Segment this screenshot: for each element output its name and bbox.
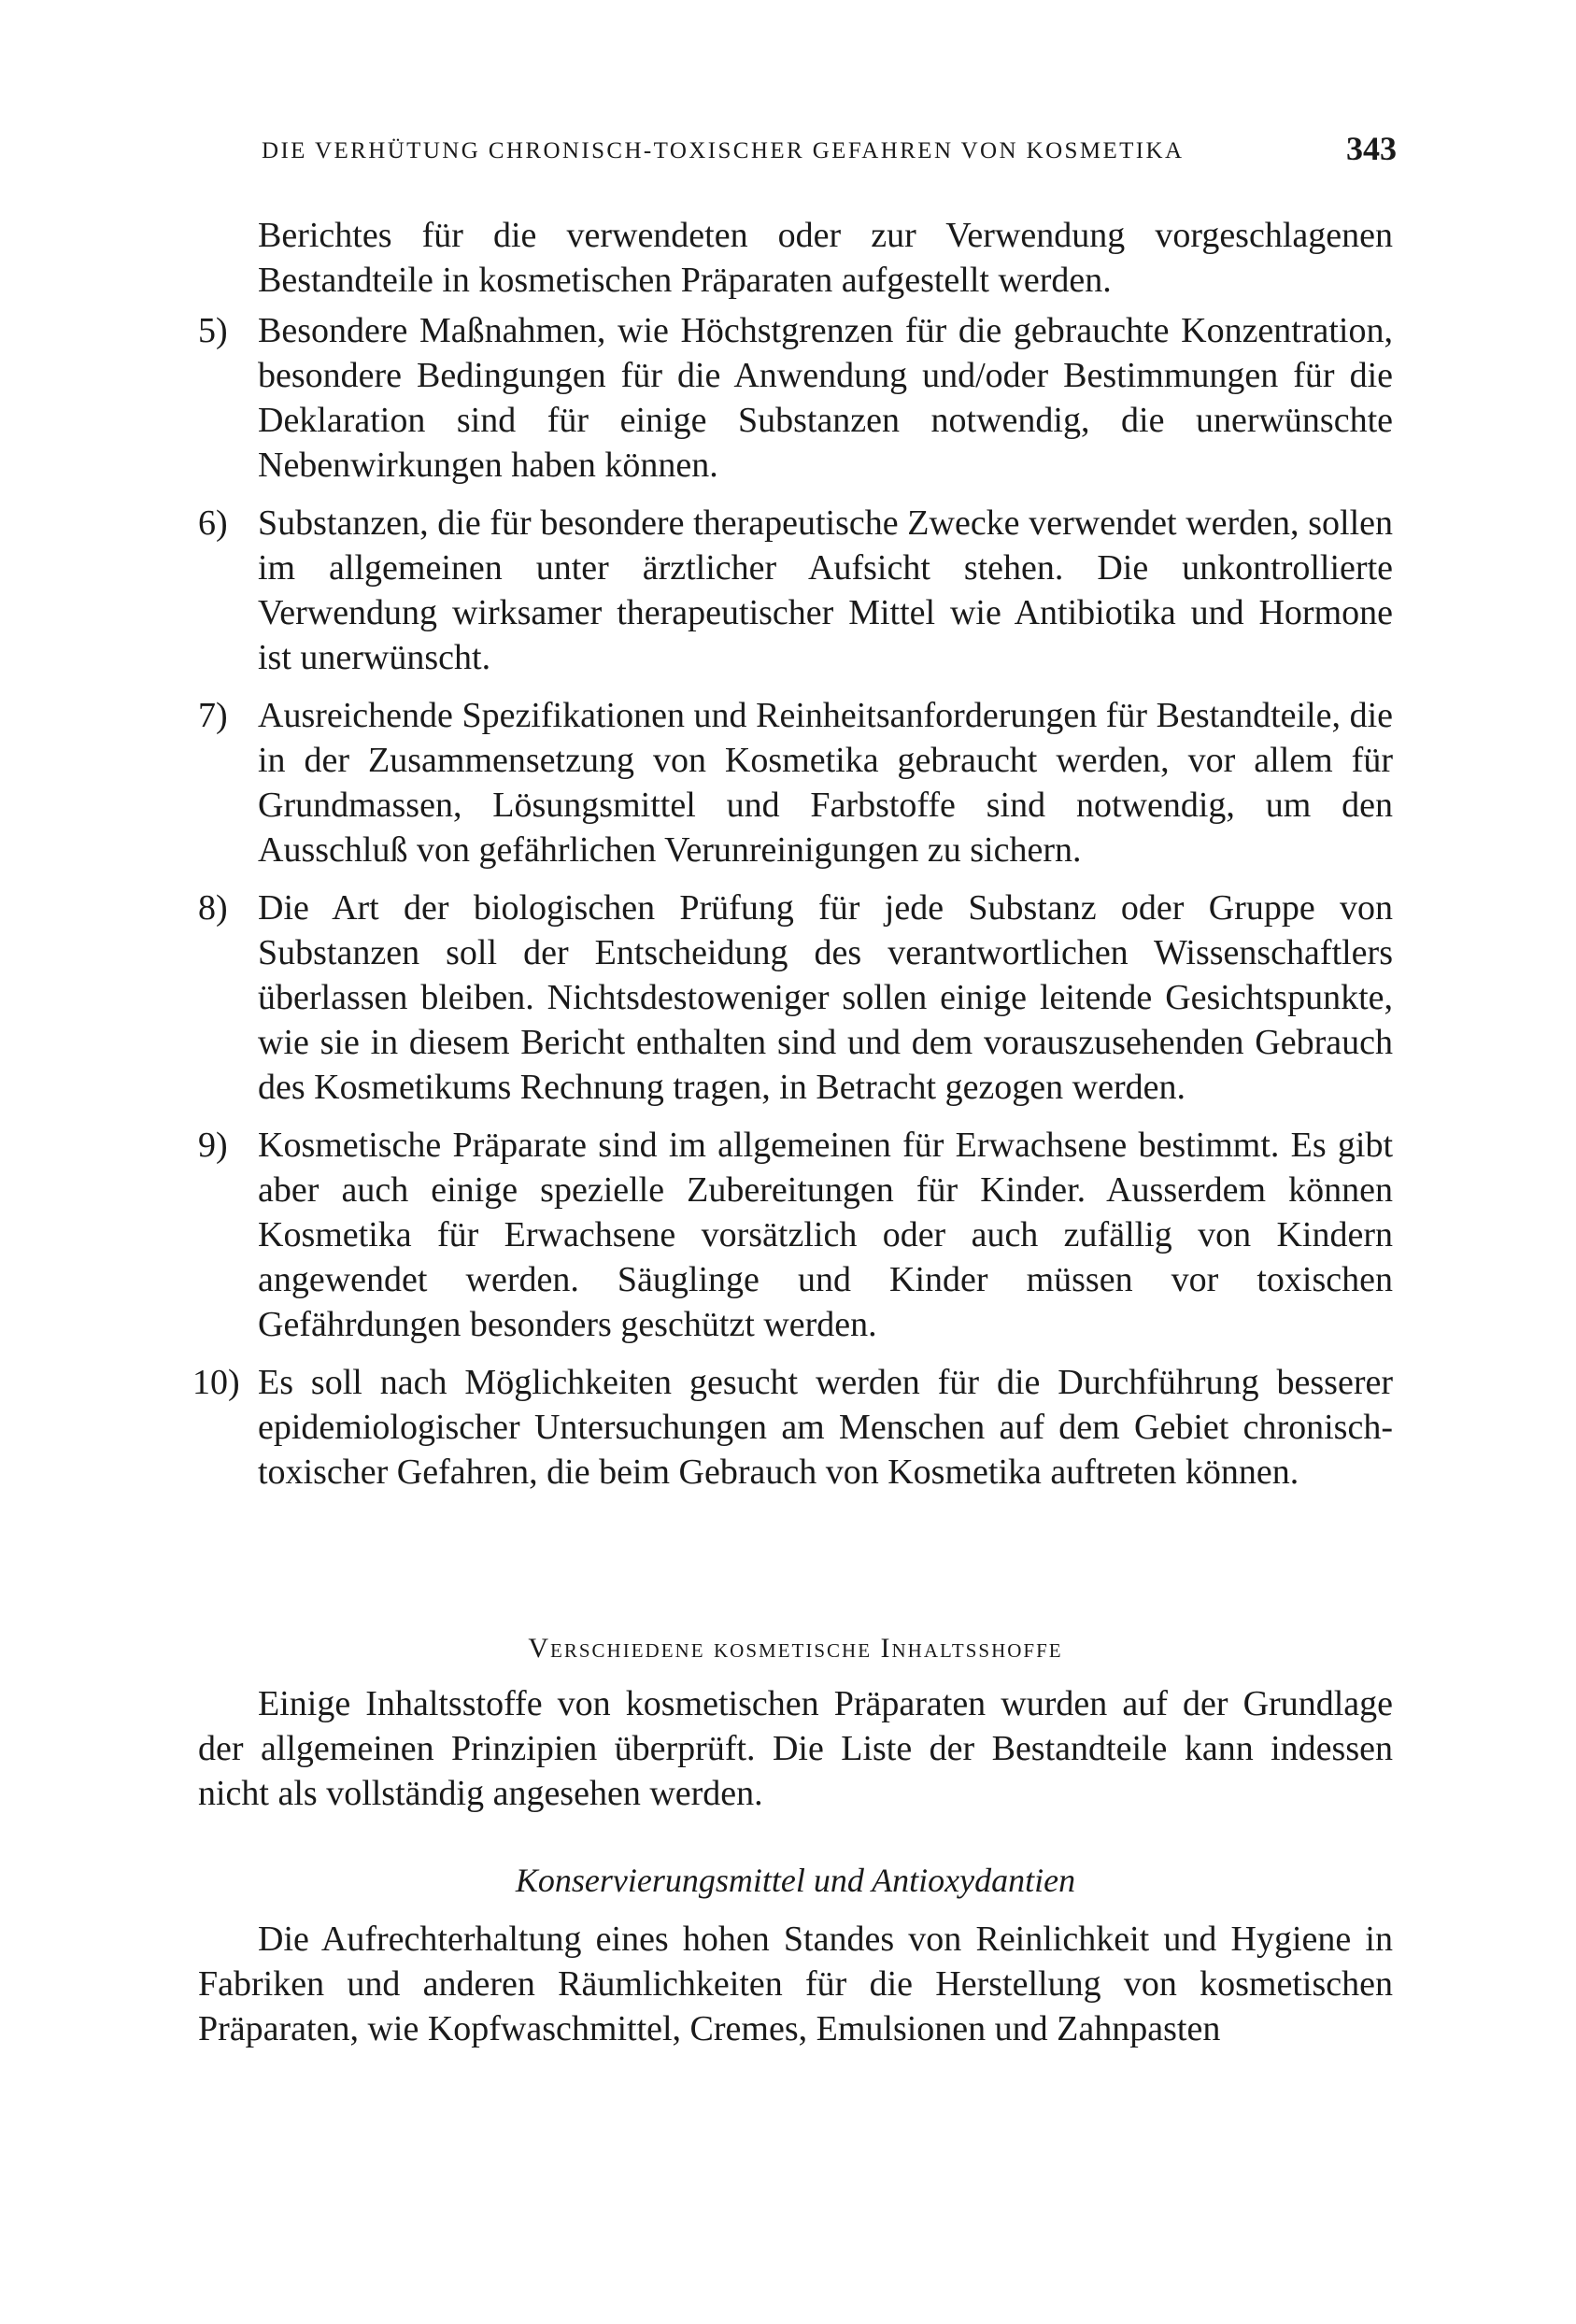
subsection-heading: Konservierungsmittel und Antioxydantien — [515, 1862, 1076, 1899]
list-item-text: Substanzen, die für besondere therapeutische Zwecke verwendet werden, sollen im allgemeinen unter ärztlicher Aufsicht stehen. Die unkontrollierte Verwendung wirksamer therapeutischer Mittel wie Antibiotika und Hormone ist unerwünscht. — [258, 503, 1393, 677]
list-item — [198, 1123, 1393, 1347]
section-paragraph: Einige Inhaltsstoffe von kosmetischen Präparaten wurden auf der Grundlage der allgemeinen Prinzipien überprüft. Die Liste der Bestandteile kann indessen nicht als vollständig angesehen werden. — [198, 1684, 1393, 1813]
list-item-number: 7) — [198, 696, 228, 735]
list-item-number: 8) — [198, 888, 228, 928]
list-item-number: 9) — [198, 1126, 228, 1165]
page-number: 343 — [1346, 130, 1397, 167]
running-head-title: DIE VERHÜTUNG CHRONISCH-TOXISCHER GEFAHREN VON KOSMETIKA — [262, 138, 1185, 163]
list-item-text: Die Art der biologischen Prüfung für jede Substanz oder Gruppe von Substanzen soll der Entscheidung des verantwortlichen Wissenschaftlers überlassen bleiben. Nichtsdestoweniger sollen einige leitende Gesichtspunkte, wie sie in diesem Bericht enthalten sind und dem vorauszusehenden Gebrauch des Kosmetikums Rechnung tragen, in Betracht gezogen werden. — [258, 888, 1393, 1107]
list-item-number: 6) — [198, 503, 228, 543]
list-item-text: Es soll nach Möglichkeiten gesucht werden für die Durchführung besserer epidemiologischer Untersuchungen am Menschen auf dem Gebiet chronisch-toxischer Gefahren, die beim Gebrauch von Kosmetika auftreten können. — [258, 1363, 1393, 1492]
list-item-text: Besondere Maßnahmen, wie Höchstgrenzen für die gebrauchte Konzentration, besondere Bedingungen für die Anwendung und/oder Bestimmungen für die Deklaration sind für einige Substanzen notwendig, die unerwünschte Nebenwirkungen haben können. — [258, 311, 1393, 485]
list-item-text: Kosmetische Präparate sind im allgemeinen für Erwachsene bestimmt. Es gibt aber auch einige spezielle Zubereitungen für Kinder. Ausserdem können Kosmetika für Erwachsene vorsätzlich oder auch zufällig von Kindern angewendet werden. Säuglinge und Kinder müssen vor toxischen Gefährdungen besonders geschützt werden. — [258, 1126, 1393, 1344]
list-item — [192, 1360, 1393, 1495]
list-item-number: 10) — [192, 1363, 240, 1402]
recommendation-list — [192, 308, 1393, 1508]
running-head — [262, 129, 1397, 176]
list-item — [198, 308, 1393, 488]
list-item-text: Ausreichende Spezifikationen und Reinheitsanforderungen für Bestandteile, die in der Zusammensetzung von Kosmetika gebraucht werden, vor allem für Grundmassen, Lösungsmittel und Farbstoffe sind notwendig, um den Ausschluß von gefährlichen Verunreinigungen zu sichern. — [258, 696, 1393, 870]
list-item — [198, 501, 1393, 680]
list-item-number: 5) — [198, 311, 228, 350]
subsection-paragraph: Die Aufrechterhaltung eines hohen Standes von Reinlichkeit und Hygiene in Fabriken und anderen Räumlichkeiten für die Herstellung von kosmetischen Präparaten, wie Kopfwaschmittel, Cremes, Emulsionen und Zahnpasten — [198, 1920, 1393, 2048]
list-item — [198, 886, 1393, 1110]
continuation-paragraph: Berichtes für die verwendeten oder zur Verwendung vorgeschlagenen Bestandteile in kosmetischen Präparaten aufgestellt werden. — [258, 216, 1393, 300]
list-item — [198, 693, 1393, 872]
section-heading: Verschiedene kosmetische Inhaltsshoffe — [528, 1633, 1063, 1664]
